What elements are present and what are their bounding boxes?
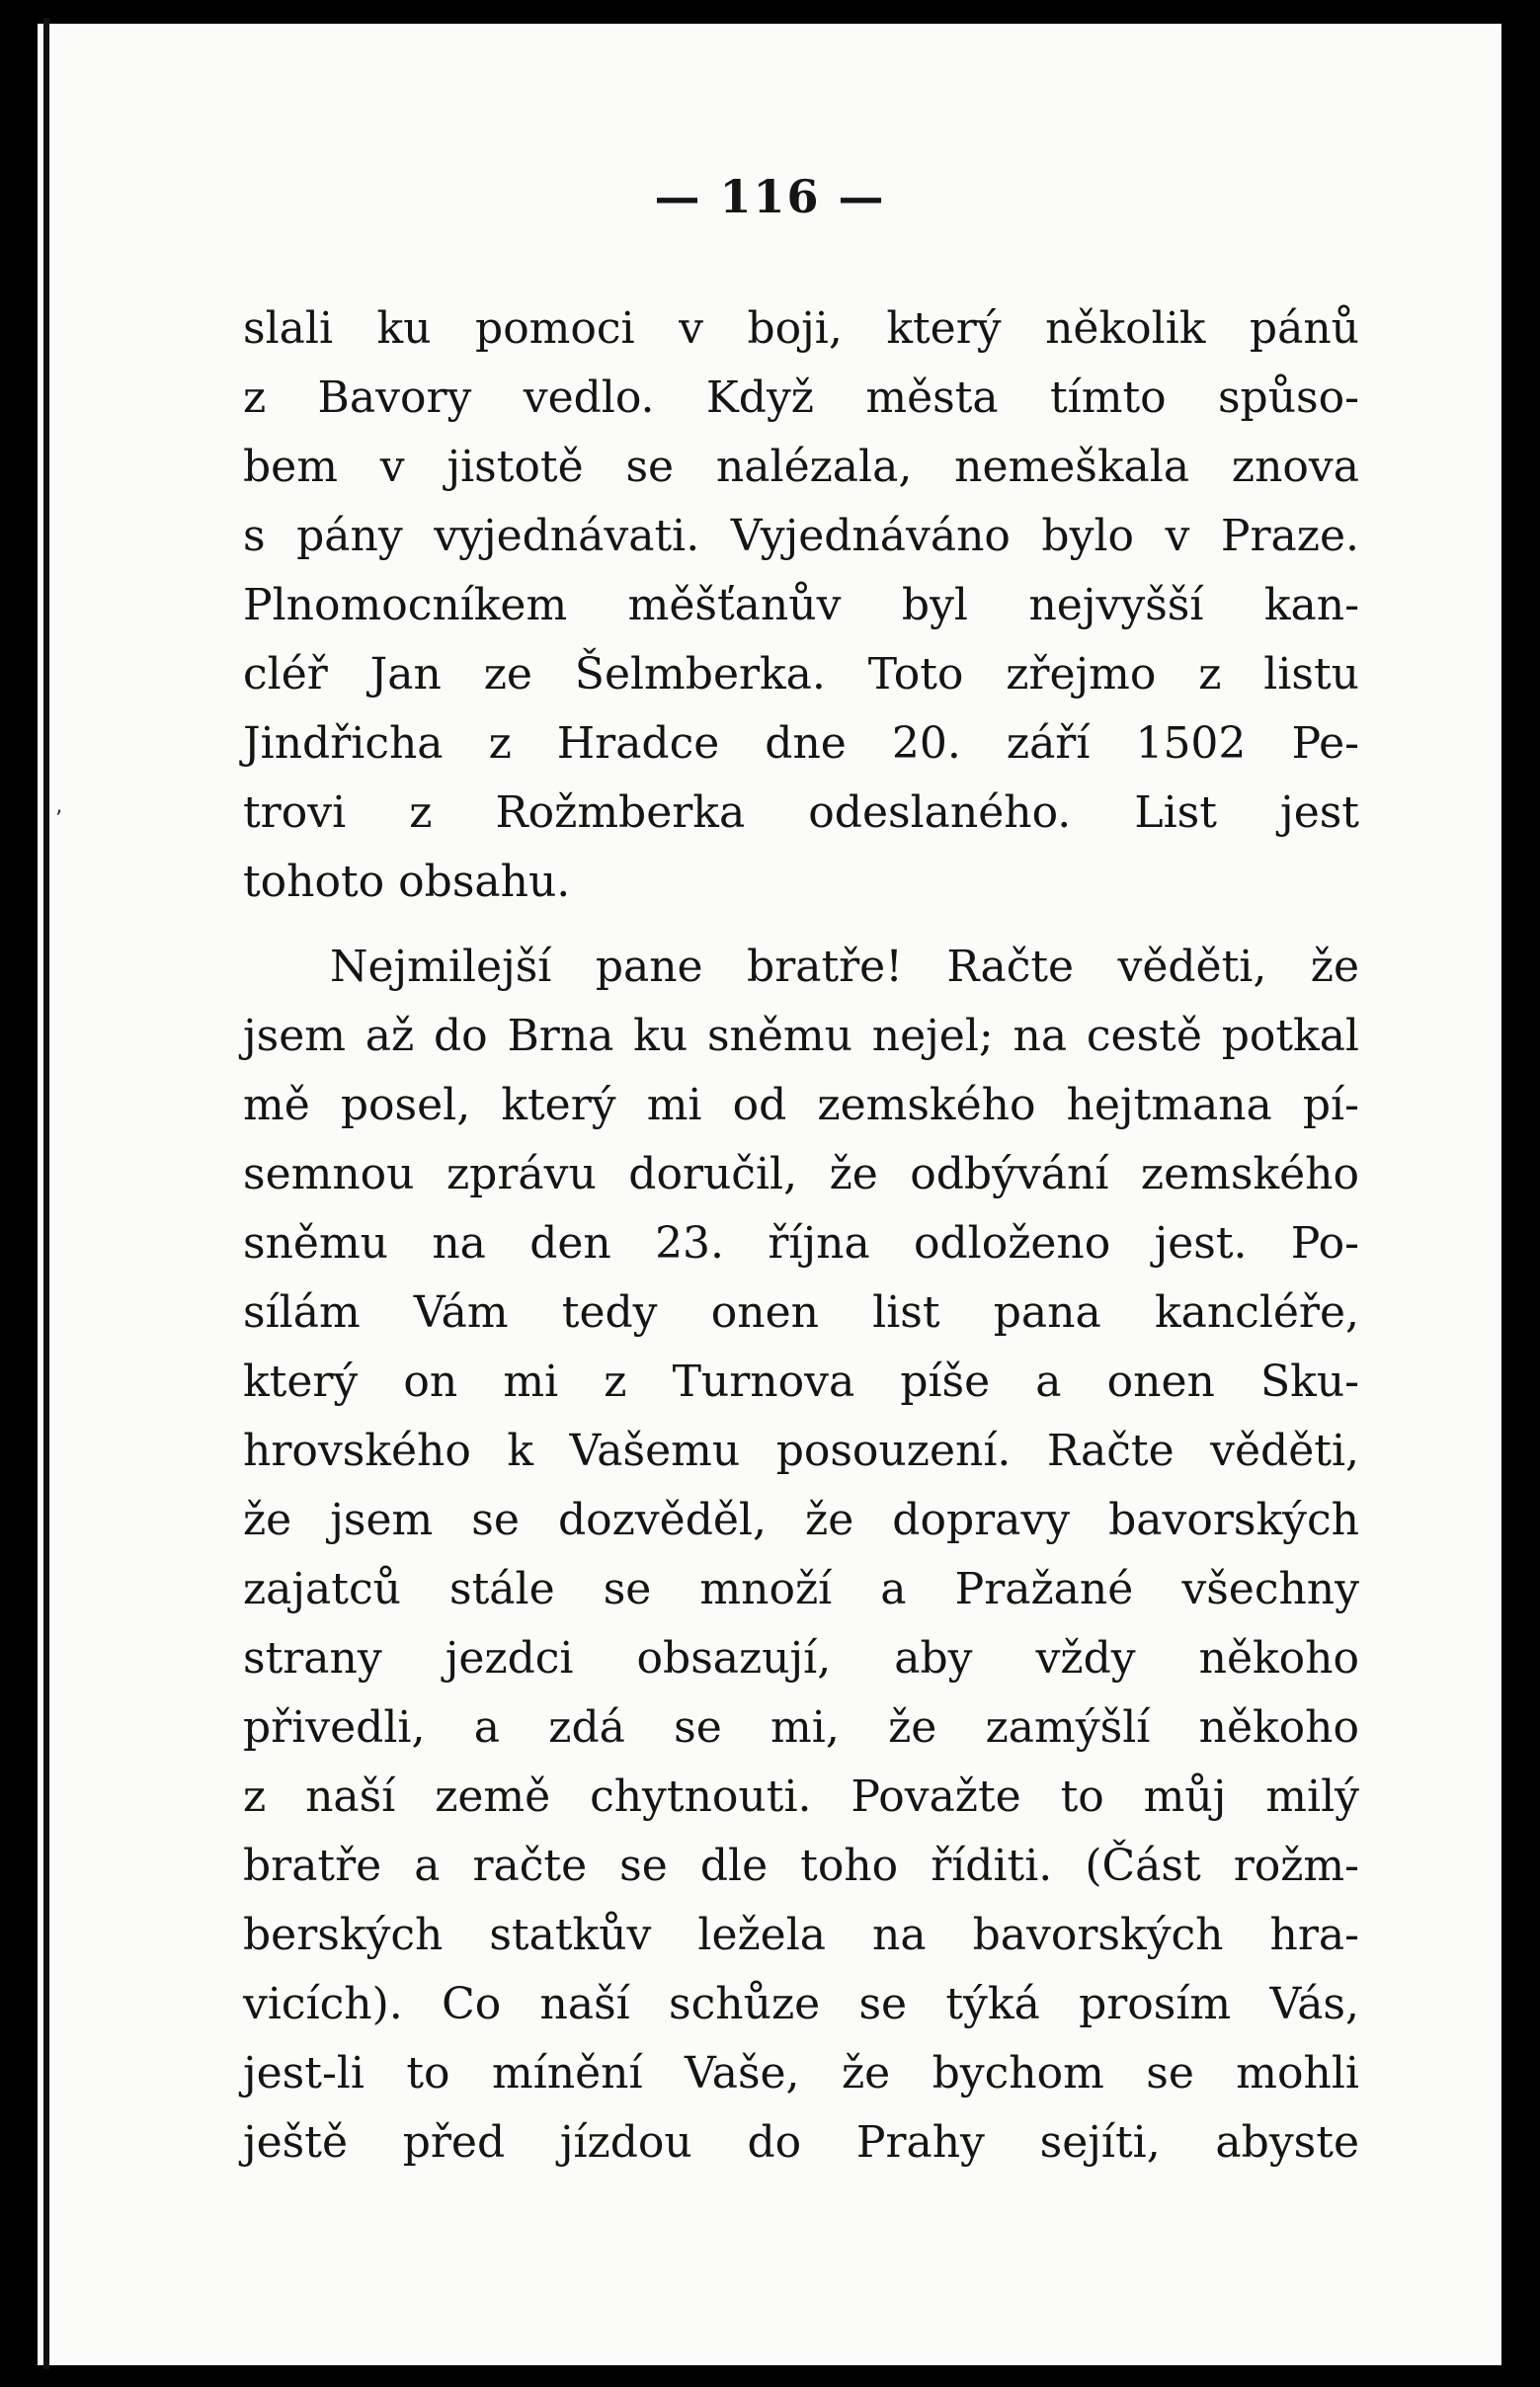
text-line: hrovského k Vašemu posouzení. Račte věděti,: [243, 1426, 1359, 1476]
text-line: přivedli, a zdá se mi, že zamýšlí někoho: [243, 1702, 1359, 1753]
text-line: bem v jistotě se nalézala, nemeškala znova: [243, 442, 1359, 492]
text-line: semnou zprávu doručil, že odbývání zemského: [243, 1149, 1359, 1199]
text-line: Plnomocníkem měšťanův byl nejvyšší kan-: [243, 580, 1359, 630]
margin-mark: ’: [55, 807, 62, 832]
text-line: jest-li to mínění Vaše, že bychom se mohli: [243, 2048, 1359, 2099]
text-line: jsem až do Brna ku sněmu nejel; na cestě potkal: [243, 1011, 1359, 1061]
text-line: slali ku pomoci v boji, který několik pánů: [243, 303, 1359, 354]
text-line: Jindřicha z Hradce dne 20. září 1502 Pe-: [243, 718, 1359, 769]
text-line: z Bavory vedlo. Když města tímto spůso-: [243, 372, 1359, 423]
text-line: z naší země chytnouti. Považte to můj milý: [243, 1771, 1359, 1822]
page-left-edge: [43, 18, 49, 2369]
text-line: vicích). Co naší schůze se týká prosím Vás,: [243, 1979, 1359, 2029]
text-line: Nejmilejší pane bratře! Račte věděti, že: [330, 942, 1359, 992]
text-line: trovi z Rožmberka odeslaného. List jest: [243, 787, 1359, 838]
text-line: cléř Jan ze Šelmberka. Toto zřejmo z listu: [243, 649, 1359, 700]
text-line: mě posel, který mi od zemského hejtmana pí-: [243, 1080, 1359, 1130]
paragraph-1: [243, 294, 1359, 917]
text-line: který on mi z Turnova píše a onen Sku-: [243, 1357, 1359, 1407]
text-line: bratře a račte se dle toho říditi. (Část rožm-: [243, 1841, 1359, 1891]
text-line: tohoto obsahu.: [243, 857, 571, 907]
page-number: — 116 —: [654, 170, 886, 223]
page-right-edge: [1501, 0, 1540, 2387]
text-line: s pány vyjednávati. Vyjednáváno bylo v Praze.: [243, 511, 1359, 561]
text-line: sílám Vám tedy onen list pana kancléře,: [243, 1287, 1359, 1338]
text-line: berských statkův ležela na bavorských hra-: [243, 1910, 1359, 1960]
text-line: strany jezdci obsazují, aby vždy někoho: [243, 1633, 1359, 1684]
text-line: že jsem se dozvěděl, že dopravy bavorských: [243, 1495, 1359, 1545]
text-line: sněmu na den 23. října odloženo jest. Po-: [243, 1218, 1359, 1269]
paragraph-2: [243, 933, 1359, 2178]
text-line: ještě před jízdou do Prahy sejíti, abyste: [243, 2117, 1359, 2168]
text-line: zajatců stále se množí a Pražané všechny: [243, 1564, 1359, 1614]
